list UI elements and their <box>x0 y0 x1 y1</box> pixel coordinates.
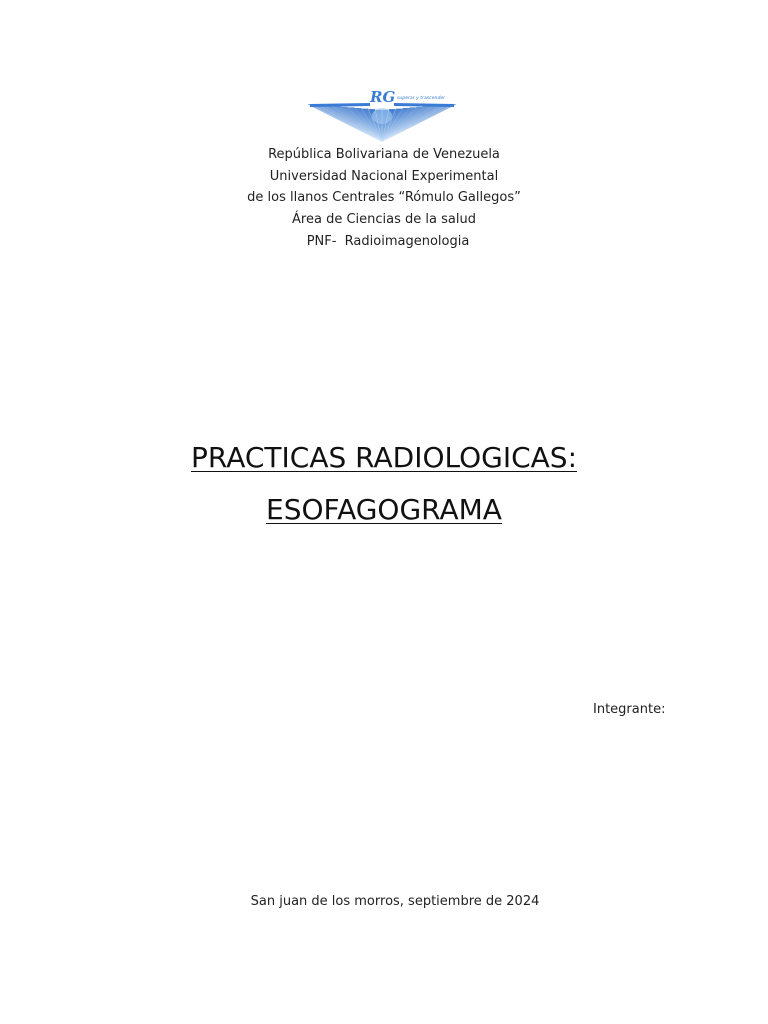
header-line-program: PNF- Radioimagenologia <box>306 233 470 249</box>
logo-monogram: RG <box>370 88 396 106</box>
header-line-area: Área de Ciencias de la salud <box>292 212 476 228</box>
logo-highlight <box>372 108 392 124</box>
header-line-country: República Bolivariana de Venezuela <box>268 147 500 162</box>
document-title <box>0 432 768 536</box>
title-line-2: ESOFAGOGRAMA <box>266 493 502 526</box>
members-label: Integrante: <box>593 702 666 717</box>
header-line-university-name: de los llanos Centrales “Rómulo Gallegos” <box>247 190 521 206</box>
logo-tagline: superar y trascender <box>397 96 446 101</box>
logo-wings <box>308 103 456 142</box>
institution-header <box>0 144 768 253</box>
place-date: San juan de los morros, septiembre de 2024 <box>250 894 540 909</box>
header-line-university: Universidad Nacional Experimental <box>269 168 499 184</box>
university-logo <box>308 86 456 144</box>
title-line-1: PRACTICAS RADIOLOGICAS: <box>191 441 577 474</box>
